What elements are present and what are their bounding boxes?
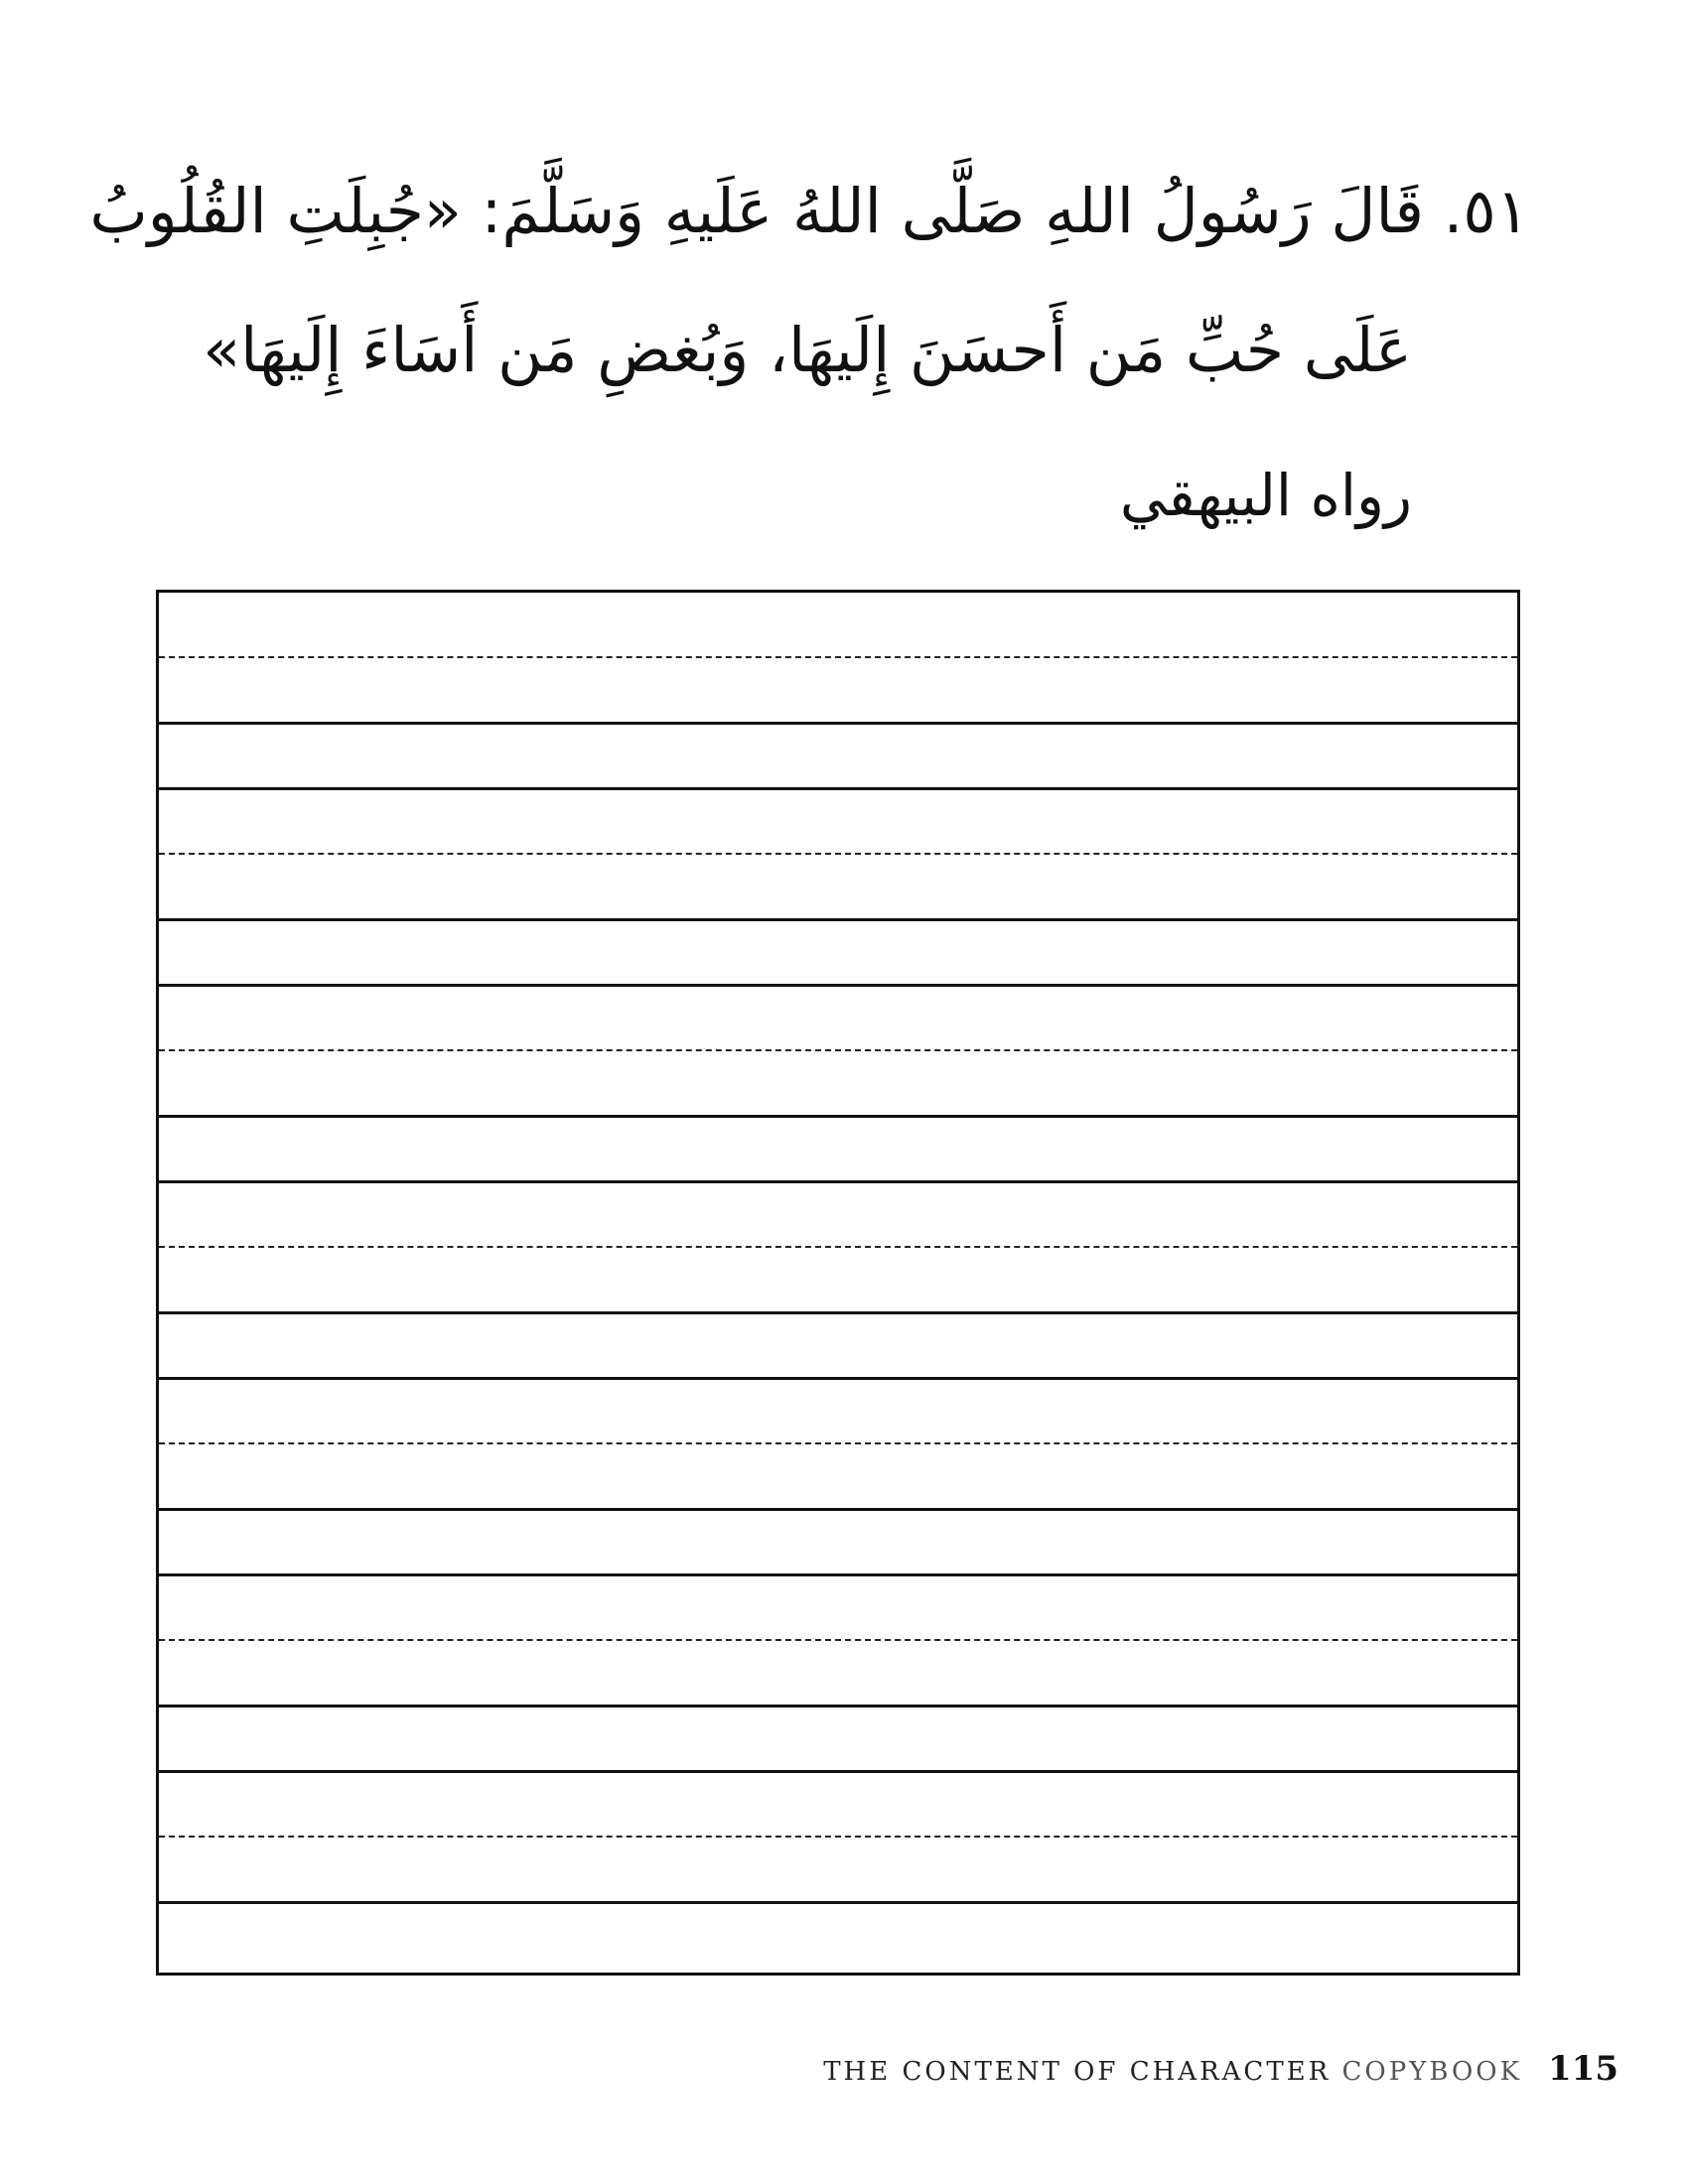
page-footer xyxy=(823,2049,1618,2089)
solid-rule-line xyxy=(159,1311,1517,1314)
solid-rule-line xyxy=(159,722,1517,725)
hadith-line-1: ٥١. قَالَ رَسُولُ اللهِ صَلَّى اللهُ عَلَيهِ وَسَلَّمَ: «جُبِلَتِ القُلُوبُ xyxy=(89,175,1529,247)
dashed-guide-line xyxy=(159,656,1517,658)
book-title-main: THE CONTENT OF CHARACTER xyxy=(823,2057,1332,2087)
dashed-guide-line xyxy=(159,1836,1517,1838)
solid-rule-line xyxy=(159,918,1517,921)
book-title xyxy=(823,2057,1522,2087)
solid-rule-line xyxy=(159,1180,1517,1183)
solid-rule-line xyxy=(159,1508,1517,1511)
solid-rule-line xyxy=(159,1377,1517,1380)
hadith-source: رواه البيهقي xyxy=(1119,462,1412,529)
solid-rule-line xyxy=(159,1901,1517,1904)
book-title-sub: COPYBOOK xyxy=(1341,2057,1523,2087)
solid-rule-line xyxy=(159,984,1517,987)
dashed-guide-line xyxy=(159,1442,1517,1444)
solid-rule-line xyxy=(159,787,1517,790)
dashed-guide-line xyxy=(159,1639,1517,1641)
hadith-line-2: عَلَى حُبِّ مَن أَحسَنَ إِلَيهَا، وَبُغضِ مَن أَسَاءَ إِلَيهَا» xyxy=(203,314,1412,386)
solid-rule-line xyxy=(159,1115,1517,1118)
solid-rule-line xyxy=(159,1705,1517,1707)
handwriting-practice-box[interactable] xyxy=(156,590,1520,1976)
page-number: 115 xyxy=(1548,2049,1618,2089)
solid-rule-line xyxy=(159,1573,1517,1576)
dashed-guide-line xyxy=(159,1246,1517,1248)
solid-rule-line xyxy=(159,1770,1517,1773)
dashed-guide-line xyxy=(159,853,1517,855)
dashed-guide-line xyxy=(159,1049,1517,1051)
